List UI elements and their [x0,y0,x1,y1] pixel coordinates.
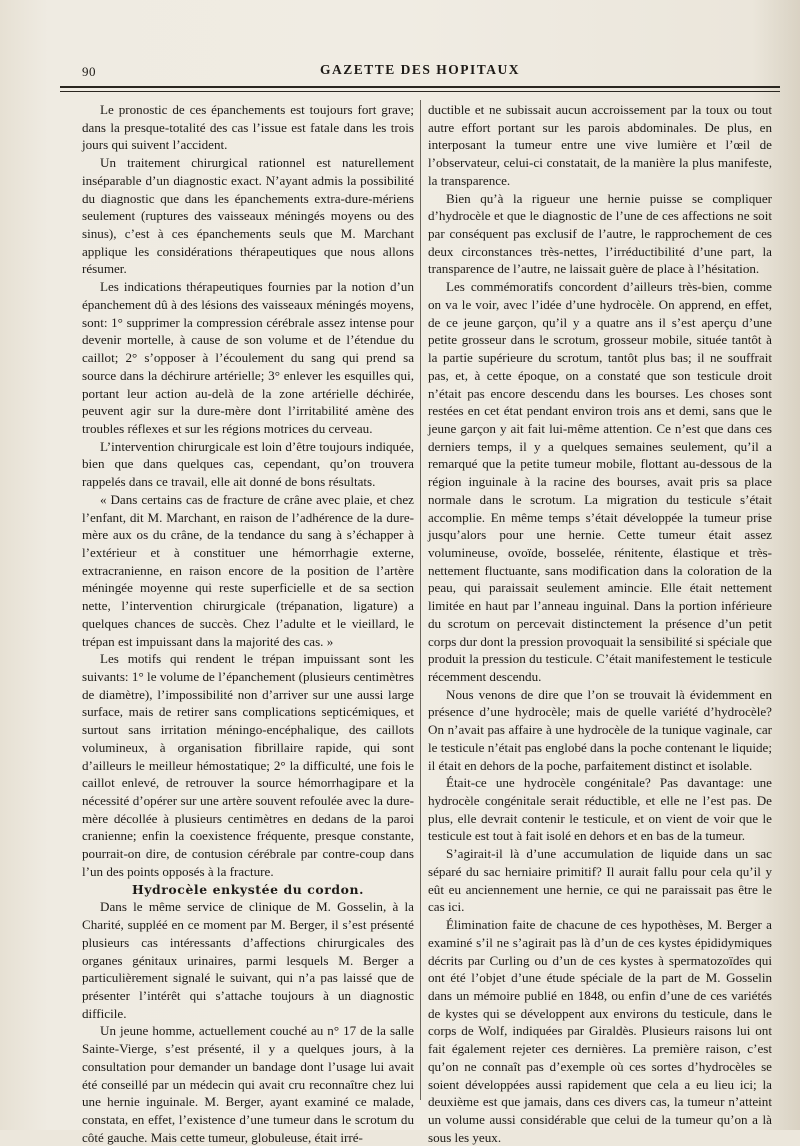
paragraph: Les indications thérapeutiques fournies par la notion d’un épanchement dû à des lésions des vaisseaux méningés moyens, sont: 1° supprimer la compression cérébrale assez intense pour devenir mortelle, à cause de son volume et de l’étendue du caillot; 2° s’opposer à l’écoulement du sang qui prend sa source dans la déchirure artérielle; 3° enlever les esquilles qui, portant leur action au-delà de la zone artérielle déchirée, peuvent agir sur la dure-mère dont l’irritabilité amène des troubles réflexes et sur les régions motrices du cerveau. [82,279,414,436]
paragraph: Nous venons de dire que l’on se trouvait là évidemment en présence d’une hydrocèle; mais de quelle variété d’hydrocèle? On n’avait pas affaire à une hydrocèle de la tunique vaginale, car le testicule n’était pas englobé dans la poche contenant le liquide; il était en dehors de la poche, parfaitement distinct et isolable. [428,686,772,773]
paragraph: Le pronostic de ces épanchements est toujours fort grave; dans la presque-totalité des cas l’issue est fatale dans les trois jours qui suivent l’accident. [82,102,414,153]
paragraph: ductible et ne subissait aucun accroissement par la toux ou tout autre effort portant sur les parois abdominales. De plus, en interposant la tumeur entre une vive lumière et l’œil de l’observateur, celui-ci constatait, de la manière la plus manifeste, la transparence. [428,102,772,188]
paragraph: Un traitement chirurgical rationnel est naturellement inséparable d’un diagnostic exact. N’ayant admis la possibilité du diagnostic que dans les épanchements extra-dure-mériens seulement (ruptures des vaisseaux méningés moyens ou des sinus), c’est à ces épanchements seuls que M. Marchant applique les considérations thérapeutiques que nous allons résumer. [82,155,414,277]
paragraph: Les commémoratifs concordent d’ailleurs très-bien, comme on va le voir, avec l’idée d’une hydrocèle. On apprend, en effet, de ce jeune garçon, qu’il y a quatre ans il s’est aperçu d’une petite grosseur dans le scrotum, grosseur mobile, située tantôt à la partie supérieure du scrotum, tantôt plus bas; il ne souffrait pas, et, à cette époque, on a constaté que son testicule droit n’était pas encore descendu dans les bourses. Les choses sont restées en cet état pendant environ trois ans et demi, sans que le jeune garçon y ait fait lui-même attention. Ce n’est que dans ces derniers temps, il y a quelques semaines seulement, qu’il a remarqué que la petite tumeur mobile, flottant au-dessous de la région inguinale à la racine des bourses, avait pris sa place normale dans le scrotum. La migration du testicule s’était accomplie. En même temps s’était développée la tumeur prise jusqu’alors pour une hernie. Cette tumeur était assez volumineuse, ovoïde, bosselée, rénitente, élastique et très-nettement fluctuante, sans modification dans la coloration de la peau, qui paraissait seulement amincie. Elle était nettement limitée en haut par l’anneau inguinal. Dans la portion inférieure du scrotum on percevait distinctement la présence d’un petit corps dur dont la pression provoquait la sensibilité si spéciale que produit la pression du testicule. C’était manifestement le testicule récemment descendu. [428,279,772,684]
running-title: GAZETTE DES HOPITAUX [319,62,521,77]
paragraph: Les motifs qui rendent le trépan impuissant sont les suivants: 1° le volume de l’épanchement (plusieurs centimètres de diamètre), l’impossibilité non d’arriver sur une aussi large surface, mais de retirer sans complications septicémiques, et surtout sans irritation méningo-encéphalique, des caillots volumineux, à organisation fibrillaire rapide, qui sont d’ailleurs le meilleur hémostatique; 2° la difficulté, une fois le caillot enlevé, de retrouver la source hémorrhagipare et la nécessité d’opérer sur une artère souvent refoulée avec la dure-mère décollée à plusieurs centimètres en dedans de la paroi cranienne; enfin la coexistence fréquente, presque constante, pourrait-on dire, de contusion cérébrale par contre-coup dans l’un des points opposés à la fracture. [82,651,414,879]
header-rule-thin [60,91,780,92]
paragraph: S’agirait-il là d’une accumulation de liquide dans un sac séparé du sac herniaire primitif? Il aurait fallu pour cela qu’il y eût eu anciennement une hernie, ce qui ne paraissait pas être le cas ici. [428,846,772,915]
page-number: 90 [82,64,96,79]
paragraph: Bien qu’à la rigueur une hernie puisse se compliquer d’hydrocèle et que le diagnostic de l’une de ces affections ne soit par conséquent pas exclusif de l’autre, le rapprochement de ces deux circonstances très-nettes, l’irréductibilité d’une part, la transparence de l’autre, ne laissait guère de place à l’hésitation. [428,190,772,277]
section-title: Hydrocèle enkystée du cordon. [131,881,365,897]
page-header [60,62,780,86]
left-column [82,101,414,1146]
header-rule-thick [60,86,780,88]
paragraph: Un jeune homme, actuellement couché au n° 17 de la salle Sainte-Vierge, s’est présenté, il y a quelques jours, à la consultation pour demander un bandage dont l’usage lui avait été conseillé par un médecin qui avait cru reconnaître chez lui une hernie inguinale. M. Berger, ayant examiné ce malade, constata, en effet, l’existence d’une tumeur dans le scrotum du côté gauche. Mais cette tumeur, globuleuse, était irré- [82,1023,414,1145]
paragraph: Dans le même service de clinique de M. Gosselin, à la Charité, suppléé en ce moment par M. Berger, il s’est présenté plusieurs cas intéressants d’affections chirurgicales des organes génitaux urinaires, parmi lesquels M. Berger a particulièrement signalé le suivant, qui n’a pas laissé que de présenter l’intérêt qui s’attache toujours à un diagnostic difficile. [82,899,414,1021]
right-column [428,101,772,1146]
paragraph: Était-ce une hydrocèle congénitale? Pas davantage: une hydrocèle congénitale serait réductible, et elle ne l’est pas. De plus, elle devrait contenir le testicule, et on vient de voir que le testicule est tout à fait isolé en dehors et en bas de la tumeur. [428,775,772,844]
paragraph: « Dans certains cas de fracture de crâne avec plaie, et chez l’enfant, dit M. Marchant, en raison de l’adhérence de la dure-mère aux os du crâne, de la tendance du sang à s’échapper à l’extérieur et à constituer une hémorrhagie externe, extracranienne, en raison encore de la position de l’artère méningée moyenne qui reste superficielle et de sa section nette, l’intervention chirurgicale (trépanation, ligature) a quelques chances de succès. Chez l’adulte et le vieillard, le trépan est impuissant dans la majorité des cas. » [82,491,414,649]
paragraph: Élimination faite de chacune de ces hypothèses, M. Berger a examiné s’il ne s’agirait pas là d’un de ces kystes épididymiques décrits par Curling ou d’un de ces kystes à spermatozoïdes qui ont été l’objet d’une étude spéciale de la part de M. Gosselin dans un mémoire publié en 1848, ou enfin d’une de ces variétés de kystes qui se développent aux environs du testicule, dans le corps de Wolf, indiquées par Giraldès. Plusieurs raisons lui ont fait également rejeter ces dernières. La première raison, c’est qu’on ne connaît pas d’exemple où ces sortes d’hydrocèles se soient développées aussi rapidement que cela a eu lieu ici; la deuxième est que jamais, dans ces divers cas, la tumeur n’atteint un volume aussi considérable que celui de la tumeur qu’on a là sous les yeux. [428,917,772,1145]
paragraph: L’intervention chirurgicale est loin d’être toujours indiquée, bien que dans quelques cas, cependant, qu’on trouvera rappelés dans ce travail, elle ait donné de bons résultats. [82,438,414,490]
column-divider [420,100,421,1100]
